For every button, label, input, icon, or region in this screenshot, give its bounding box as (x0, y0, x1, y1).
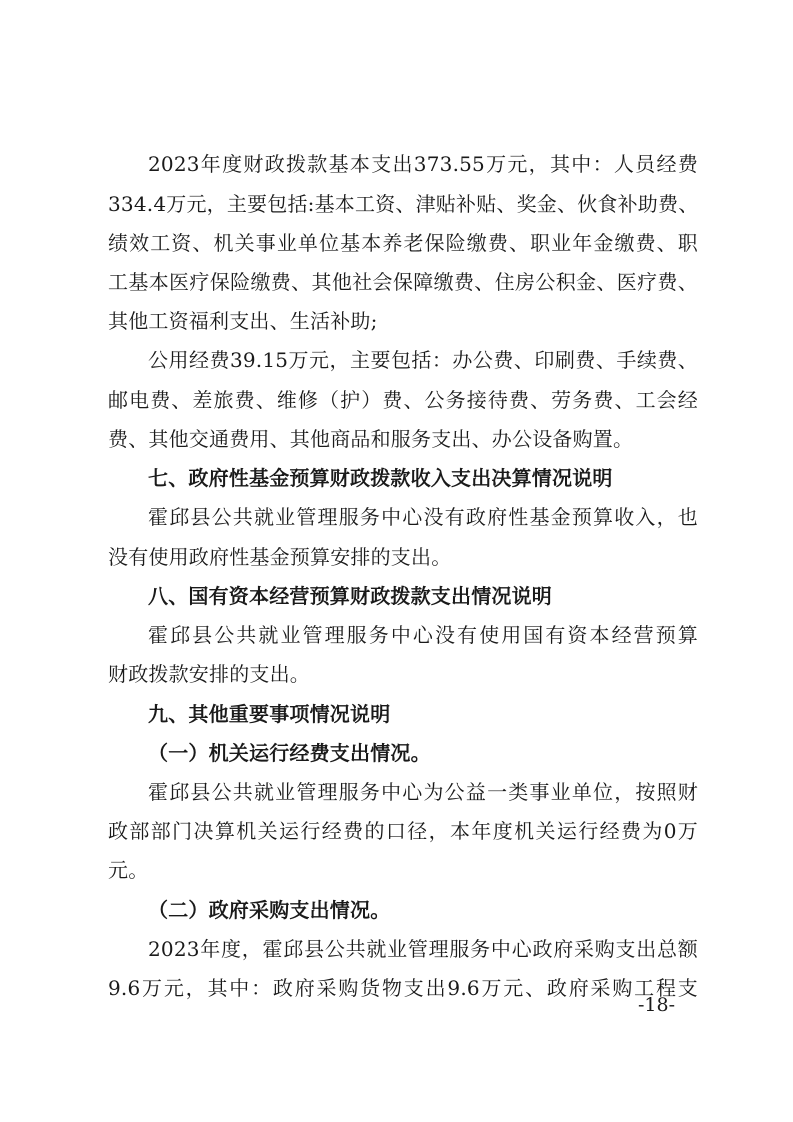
section-heading-9: 九、其他重要事项情况说明 (148, 702, 391, 726)
paragraph-basic-expenditure-line-3: 绩效工资、机关事业单位基本养老保险缴费、职业年金缴费、职 (108, 231, 698, 255)
subsection-heading-1: （一）机关运行经费支出情况。 (148, 741, 431, 765)
section-heading-7: 七、政府性基金预算财政拨款收入支出决算情况说明 (148, 466, 613, 490)
paragraph-basic-expenditure-line-5: 其他工资福利支出、生活补助; (108, 309, 378, 333)
paragraph-state-capital-line-1: 霍邱县公共就业管理服务中心没有使用国有资本经营预算 (148, 623, 698, 647)
paragraph-state-capital-line-2: 财政拨款安排的支出。 (108, 662, 310, 686)
paragraph-basic-expenditure-line-2: 334.4万元，主要包括:基本工资、津贴补贴、奖金、伙食补助费、 (108, 192, 699, 216)
paragraph-basic-expenditure-line-4: 工基本医疗保险缴费、其他社会保障缴费、住房公积金、医疗费、 (108, 270, 698, 294)
paragraph-procurement-line-1: 2023年度，霍邱县公共就业管理服务中心政府采购支出总额 (148, 937, 698, 961)
paragraph-operating-cost-line-2: 政部部门决算机关运行经费的口径，本年度机关运行经费为0万 (108, 819, 698, 843)
paragraph-public-expenditure-line-2: 邮电费、差旅费、维修（护）费、公务接待费、劳务费、工会经 (108, 388, 698, 412)
subsection-heading-2: （二）政府采购支出情况。 (148, 898, 391, 922)
paragraph-basic-expenditure-line-1: 2023年度财政拨款基本支出373.55万元，其中：人员经费 (148, 152, 698, 176)
section-heading-8: 八、国有资本经营预算财政拨款支出情况说明 (148, 584, 552, 608)
paragraph-operating-cost-line-1: 霍邱县公共就业管理服务中心为公益一类事业单位，按照财 (148, 780, 698, 804)
paragraph-procurement-line-2: 9.6万元，其中：政府采购货物支出9.6万元、政府采购工程支 (108, 976, 698, 1000)
paragraph-fund-budget-line-1: 霍邱县公共就业管理服务中心没有政府性基金预算收入，也 (148, 505, 698, 529)
paragraph-public-expenditure-line-1: 公用经费39.15万元，主要包括：办公费、印刷费、手续费、 (148, 348, 698, 372)
page-number: -18- (638, 994, 676, 1016)
paragraph-public-expenditure-line-3: 费、其他交通费用、其他商品和服务支出、办公设备购置。 (108, 427, 634, 451)
paragraph-fund-budget-line-2: 没有使用政府性基金预算安排的支出。 (108, 545, 452, 569)
paragraph-operating-cost-line-3: 元。 (108, 858, 149, 882)
